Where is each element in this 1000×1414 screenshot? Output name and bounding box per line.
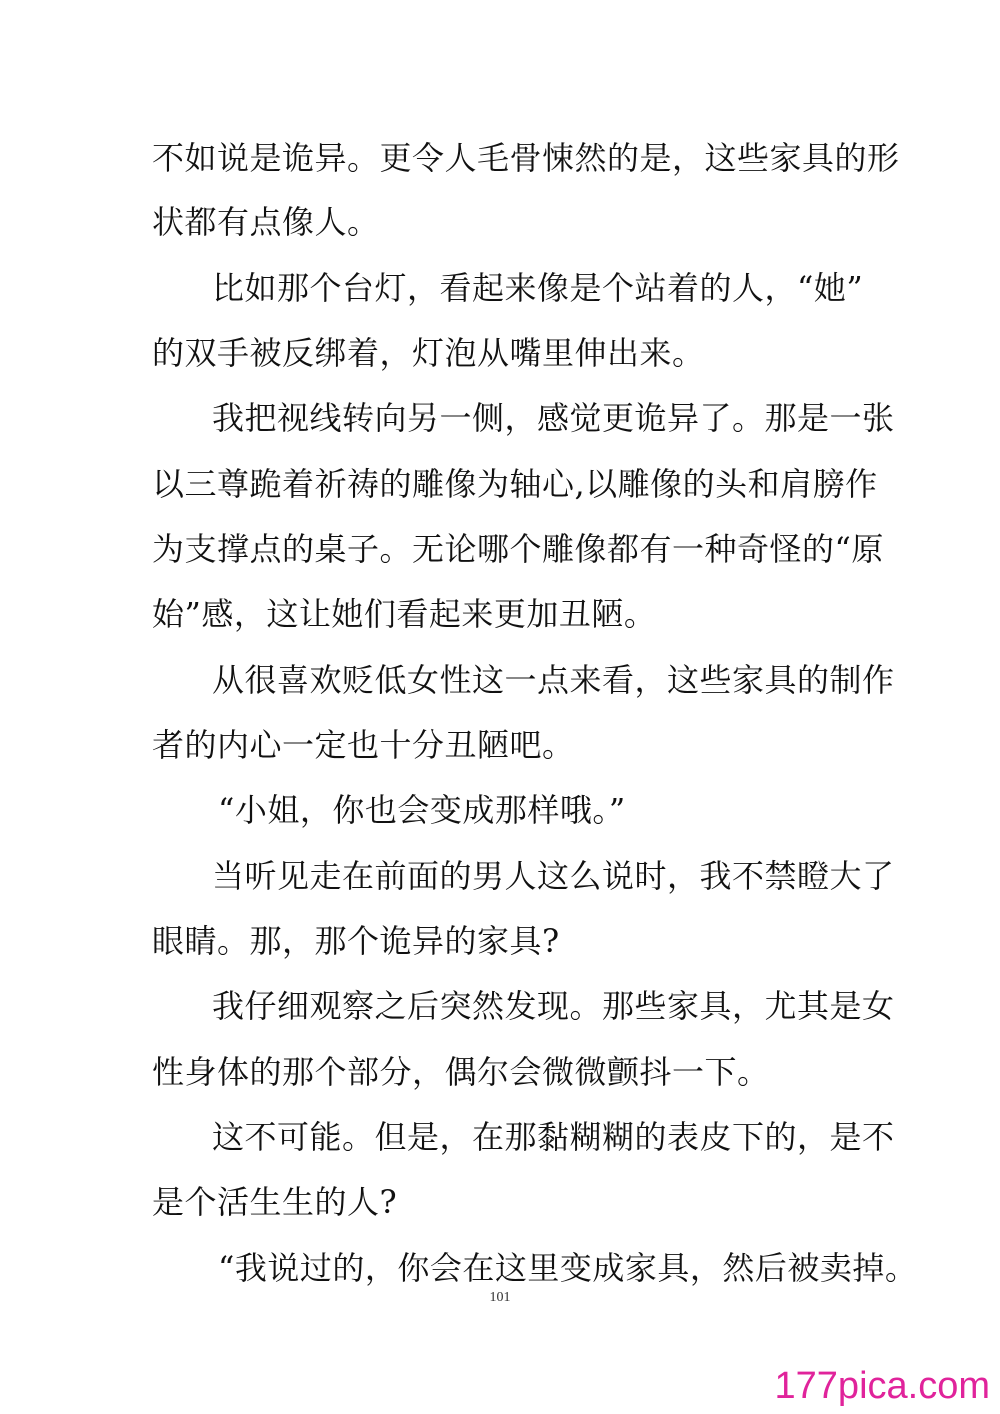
text-line: 者的内心一定也十分丑陋吧。: [152, 726, 575, 764]
watermark: 177pica.com: [774, 1365, 990, 1407]
text-line: 性身体的那个部分，偶尔会微微颤抖一下。: [152, 1053, 770, 1091]
text-line: 这不可能。但是，在那黏糊糊的表皮下的，是不: [212, 1118, 895, 1156]
text-line: 从很喜欢贬低女性这一点来看，这些家具的制作: [212, 661, 895, 699]
text-line: 比如那个台灯，看起来像是个站着的人，“她”: [212, 269, 864, 307]
text-line: 是个活生生的人?: [152, 1183, 398, 1221]
text-line: 眼睛。那，那个诡异的家具?: [152, 922, 560, 960]
text-line: 不如说是诡异。更令人毛骨悚然的是，这些家具的形: [152, 139, 900, 177]
text-line: “小姐，你也会变成那样哦。”: [218, 791, 626, 829]
text-line: 为支撑点的桌子。无论哪个雕像都有一种奇怪的“原: [152, 530, 884, 568]
page-number: 101: [489, 1290, 511, 1305]
text-line: 当听见走在前面的男人这么说时，我不禁瞪大了: [212, 857, 895, 895]
text-line: 始”感，这让她们看起来更加丑陋。: [152, 595, 657, 633]
text-line: 我把视线转向另一侧，感觉更诡异了。那是一张: [212, 399, 895, 437]
text-line: 状都有点像人。: [152, 203, 380, 241]
text-line: 的双手被反绑着，灯泡从嘴里伸出来。: [152, 334, 705, 372]
text-line: “我说过的，你会在这里变成家具，然后被卖掉。: [218, 1249, 918, 1287]
text-line: 以三尊跪着祈祷的雕像为轴心,以雕像的头和肩膀作: [152, 465, 878, 503]
text-line: 我仔细观察之后突然发现。那些家具，尤其是女: [212, 987, 895, 1025]
